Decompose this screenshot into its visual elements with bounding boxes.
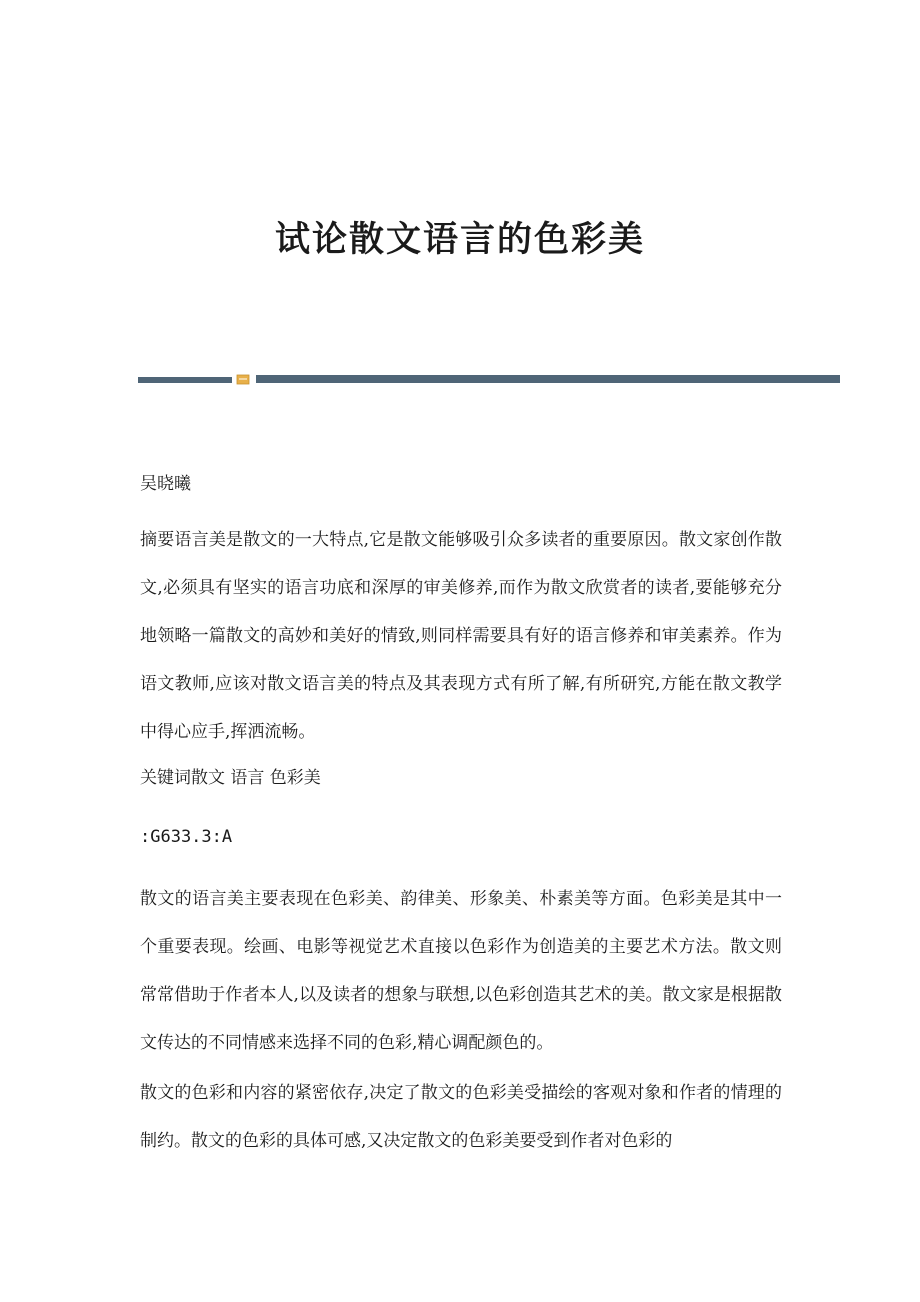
document-title: 试论散文语言的色彩美 xyxy=(274,219,645,260)
title-divider xyxy=(138,374,840,386)
document-body xyxy=(140,468,782,1167)
author-name: 吴晓曦 xyxy=(140,474,191,494)
classification-code: :G633.3:A xyxy=(140,827,233,847)
keywords-line: 关键词散文 语言 色彩美 xyxy=(140,768,321,788)
abstract-paragraph: 摘要语言美是散文的一大特点,它是散文能够吸引众多读者的重要原因。散文家创作散文,必须具有坚实的语言功底和深厚的审美修养,而作为散文欣赏者的读者,要能够充分地领略一篇散文的高妙和美好的情致,则同样需要具有好的语言修养和审美素养。作为语文教师,应该对散文语言美的特点及其表现方式有所了解,有所研究,方能在散文教学中得心应手,挥洒流畅。 xyxy=(140,530,782,742)
divider-right-bar xyxy=(256,375,840,383)
body-paragraph: 散文的语言美主要表现在色彩美、韵律美、形象美、朴素美等方面。色彩美是其中一个重要表现。绘画、电影等视觉艺术直接以色彩作为创造美的主要艺术方法。散文则常常借助于作者本人,以及读者的想象与联想,以色彩创造其艺术的美。散文家是根据散文传达的不同情感来选择不同的色彩,精心调配颜色的。 xyxy=(140,889,782,1053)
divider-emblem-icon xyxy=(236,374,250,385)
body-paragraph: 散文的色彩和内容的紧密依存,决定了散文的色彩美受描绘的客观对象和作者的情理的制约。散文的色彩的具体可感,又决定散文的色彩美要受到作者对色彩的 xyxy=(140,1083,782,1151)
divider-left-bar xyxy=(138,377,232,383)
